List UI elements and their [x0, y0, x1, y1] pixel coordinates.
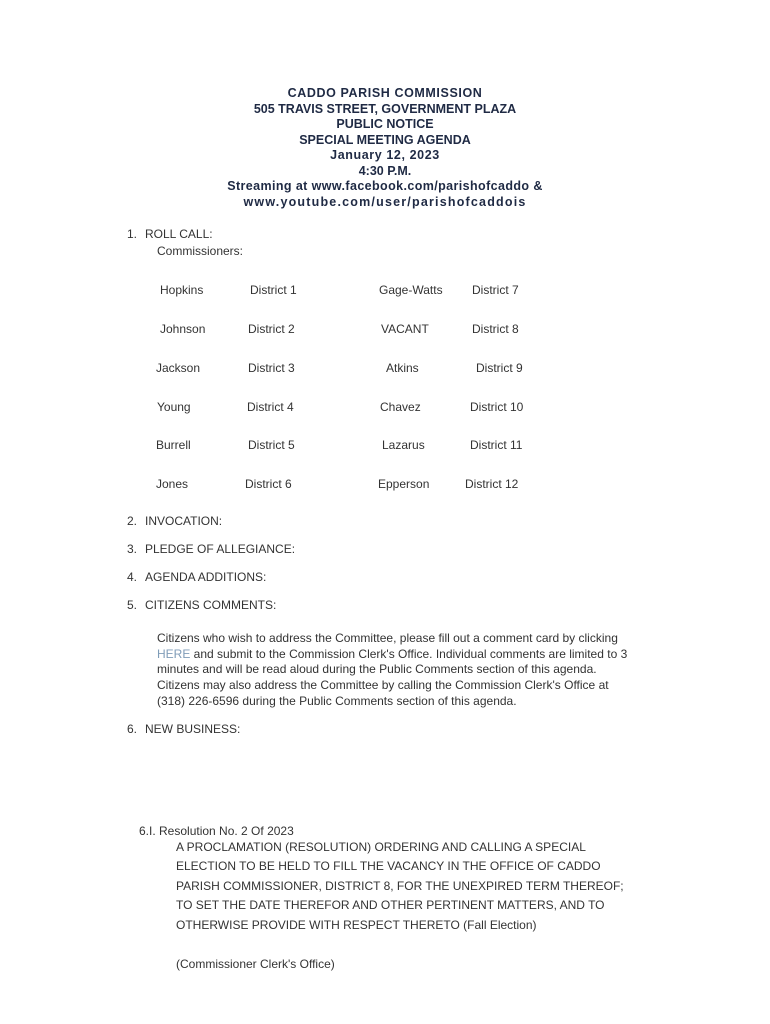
- agenda-item-number: 4.: [127, 570, 138, 584]
- resolution-label: 6.I. Resolution No. 2 Of 2023: [139, 824, 294, 838]
- commissioner-name: Hopkins: [160, 283, 204, 297]
- agenda-item-number: 5.: [127, 598, 138, 612]
- commissioner-name: Young: [157, 400, 191, 414]
- header-time: 4:30 P.M.: [358, 163, 412, 178]
- roll-call-number: 1.: [127, 227, 138, 241]
- agenda-item-additions: AGENDA ADDITIONS:: [145, 570, 267, 584]
- commissioner-name: Atkins: [386, 361, 419, 375]
- citizens-text-end: and submit to the Commission Clerk's Office. Individual comments are limited to 3 minutes and will be read aloud during the Public Comments section of this agenda. Citizens may also address the Committee by calling the Commission Clerk's Office at (318) 226-6596 during the Public Comments section of this agenda.: [157, 646, 628, 708]
- agenda-item-pledge: PLEDGE OF ALLEGIANCE:: [145, 542, 296, 556]
- header-date: January 12, 2023: [330, 148, 440, 162]
- commissioner-row: [0, 322, 770, 338]
- commissioner-district: District 6: [245, 477, 292, 491]
- agenda-item-citizens-comments: CITIZENS COMMENTS:: [145, 598, 277, 612]
- agenda-item-number: 6.: [127, 722, 138, 736]
- citizens-text-start: Citizens who wish to address the Committee, please fill out a comment card by clicking: [157, 631, 618, 645]
- commissioner-row: [0, 400, 770, 416]
- commissioner-district: District 7: [472, 283, 519, 297]
- commissioner-name: Epperson: [378, 477, 430, 491]
- roll-call-title: ROLL CALL:: [145, 227, 213, 241]
- commissioner-row: [0, 283, 770, 299]
- commissioner-district: District 5: [248, 438, 295, 452]
- agenda-header: [0, 86, 770, 210]
- commissioner-name: Johnson: [160, 322, 206, 336]
- commissioner-name: Chavez: [380, 400, 421, 414]
- commissioner-district: District 11: [470, 438, 523, 452]
- commissioner-row: [0, 477, 770, 493]
- agenda-item-invocation: INVOCATION:: [145, 514, 223, 528]
- commissioner-district: District 1: [250, 283, 297, 297]
- commissioner-name: Lazarus: [382, 438, 425, 452]
- commissioner-row: [0, 361, 770, 377]
- header-meeting-type: SPECIAL MEETING AGENDA: [299, 132, 471, 147]
- commissioner-name: Gage-Watts: [379, 283, 443, 297]
- header-streaming: Streaming at www.facebook.com/parishofcaddo &: [227, 179, 543, 193]
- commissioner-district: District 2: [248, 322, 295, 336]
- commissioner-district: District 10: [470, 400, 524, 414]
- commissioner-name: Jackson: [156, 361, 201, 375]
- comment-card-link[interactable]: HERE: [157, 646, 191, 661]
- header-public-notice: PUBLIC NOTICE: [336, 117, 434, 131]
- commissioner-name: Burrell: [156, 438, 191, 452]
- resolution-text: A PROCLAMATION (RESOLUTION) ORDERING AND CALLING A SPECIAL ELECTION TO BE HELD TO FILL THE VACANCY IN THE OFFICE OF CADDO PARISH COMMISSIONER, DISTRICT 8, FOR THE UNEXPIRED TERM THEREOF; TO SET THE DATE THEREFOR AND OTHER PERTINENT MATTERS, AND TO OTHERWISE PROVIDE WITH RESPECT THERETO (Fall Election): [176, 840, 624, 932]
- commissioner-district: District 9: [476, 361, 523, 375]
- agenda-item-number: 3.: [127, 542, 138, 556]
- commissioner-district: District 4: [247, 400, 294, 414]
- citizens-comments-paragraph: [157, 631, 629, 710]
- commissioner-row: [0, 438, 770, 454]
- header-address: 505 TRAVIS STREET, GOVERNMENT PLAZA: [253, 101, 517, 116]
- commissioners-label: Commissioners:: [157, 244, 244, 258]
- agenda-item-new-business: NEW BUSINESS:: [145, 722, 241, 736]
- header-youtube: www.youtube.com/user/parishofcaddois: [243, 194, 527, 209]
- header-commission: CADDO PARISH COMMISSION: [287, 86, 483, 100]
- commissioner-name: VACANT: [381, 322, 429, 336]
- resolution-source: (Commissioner Clerk's Office): [176, 957, 335, 971]
- commissioner-district: District 8: [472, 322, 519, 336]
- commissioner-district: District 12: [465, 477, 519, 491]
- commissioner-district: District 3: [248, 361, 295, 375]
- commissioner-name: Jones: [156, 477, 189, 491]
- agenda-item-number: 2.: [127, 514, 138, 528]
